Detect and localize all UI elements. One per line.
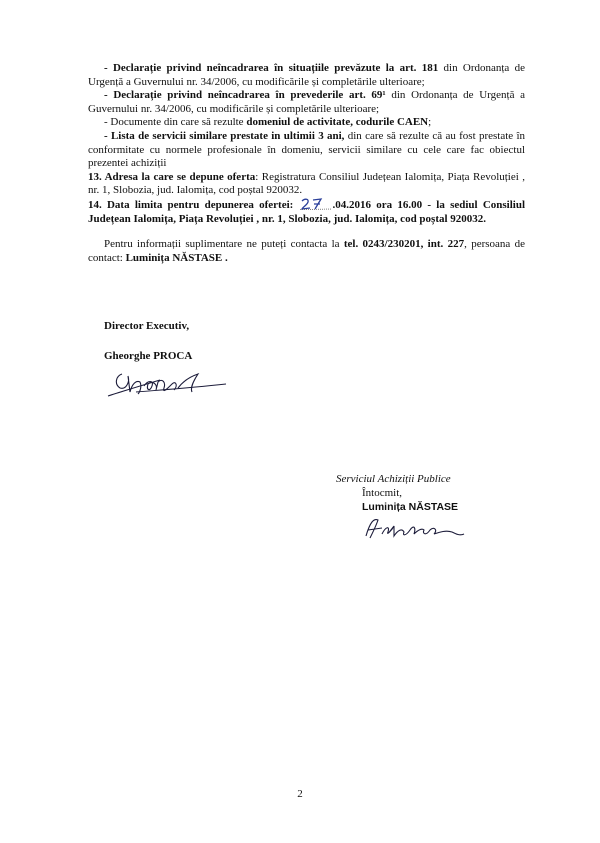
signatory-right bbox=[336, 472, 458, 514]
item-declaratie-69 bbox=[88, 89, 525, 116]
section-13 bbox=[88, 171, 525, 198]
section-14-label: 14. Data limita pentru depunerea ofertei: bbox=[88, 198, 299, 211]
item-lista-servicii bbox=[88, 130, 525, 171]
contact-person: Luminița NĂSTASE bbox=[125, 251, 223, 264]
item-documente-bold: domeniul de activitate, codurile CAEN bbox=[246, 116, 429, 129]
section-13-text: : Registratura Consiliul Județean Ialomița, Piața Revoluției , nr. 1, Slobozia, jud. Ialomița, cod poștal 920032. bbox=[88, 170, 526, 197]
item-declaratie-181-text: din Ordonanța de Urgență a Guvernului nr. 34/2006, cu modificările și completările ulterioare; bbox=[88, 62, 525, 88]
handwritten-day-mark bbox=[299, 198, 333, 210]
contact-paragraph bbox=[88, 238, 525, 265]
signatory-right-name: Luminița NĂSTASE bbox=[362, 501, 459, 513]
page-number: 2 bbox=[297, 788, 303, 800]
item-lista-servicii-bold: - Lista de servicii similare prestate in ultimii 3 ani, bbox=[104, 129, 345, 142]
signatory-left bbox=[104, 320, 192, 362]
section-14 bbox=[88, 198, 525, 226]
contact-phone: tel. 0243/230201, int. 227 bbox=[343, 238, 465, 251]
item-lista-servicii-text: din care să rezulte că au fost prestate în conformitate cu normele profesionale în domeniu, servicii similare cu cele care fac obiectul prezentei achiziții bbox=[88, 129, 526, 170]
signatory-right-role: Întocmit, bbox=[362, 487, 403, 499]
item-documente-text: - Documente din care să rezulte bbox=[104, 116, 247, 129]
contact-end: . bbox=[222, 251, 228, 264]
item-documente-end: ; bbox=[428, 116, 432, 129]
section-13-label: 13. Adresa la care se depune oferta bbox=[88, 170, 256, 183]
item-declaratie-69-bold: - Declarație privind neîncadrarea în prevederile art. 69¹ bbox=[104, 89, 386, 102]
item-declaratie-181-bold: - Declarație privind neîncadrarea în situațiile prevăzute la art. 181 bbox=[104, 62, 439, 74]
signature-left-image bbox=[100, 362, 230, 406]
document-body bbox=[88, 62, 525, 265]
item-declaratie-181 bbox=[88, 62, 525, 89]
signatory-right-service: Serviciul Achiziții Publice bbox=[336, 473, 451, 485]
handwritten-day bbox=[299, 198, 333, 210]
contact-text: Pentru informații suplimentare ne puteți contacta la bbox=[104, 238, 344, 251]
signatory-left-title: Director Executiv, bbox=[104, 320, 190, 332]
item-declaratie-69-text: din Ordonanța de Urgență a Guvernului nr. 34/2006, cu modificările și completările ulterioare; bbox=[88, 89, 525, 115]
signature-right-image bbox=[360, 512, 470, 544]
contact-text-2: , persoana de contact: bbox=[88, 238, 525, 264]
signatory-left-name: Gheorghe PROCA bbox=[104, 350, 193, 362]
section-14-text: .04.2016 ora 16.00 - la sediul Consiliul Județean Ialomița, Piața Revoluției , nr. 1, Slobozia, jud. Ialomița, cod poștal 920032. bbox=[88, 198, 525, 225]
item-documente bbox=[88, 116, 525, 130]
